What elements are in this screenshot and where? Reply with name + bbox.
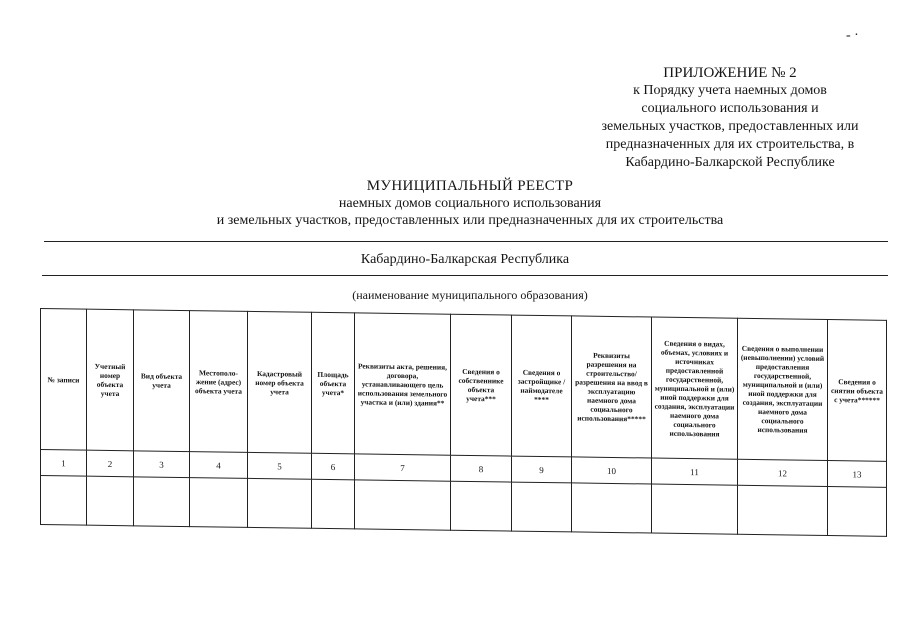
- column-number: 3: [134, 451, 190, 478]
- column-number: 4: [190, 452, 248, 479]
- registry-title: МУНИЦИПАЛЬНЫЙ РЕЕСТР: [366, 178, 574, 194]
- table-header-row: [41, 309, 887, 462]
- column-header: Сведения о собственнике объекта учета***: [451, 314, 512, 456]
- column-header: Кадастровый номер объекта учета: [248, 311, 312, 453]
- column-header: Сведения о выполнении (невыполнении) условий предоставления государственной, муниципальной и (или) иной поддержки для создания, эксплуатации наемного дома социального использования: [738, 318, 828, 460]
- table-cell: [355, 480, 451, 530]
- table-cell: [572, 483, 652, 533]
- column-header: Вид объекта учета: [134, 310, 190, 452]
- column-number: 9: [512, 456, 572, 483]
- registry-heading: [160, 178, 780, 229]
- appendix-line: к Порядку учета наемных домов: [633, 83, 827, 98]
- column-header: Реквизиты акта, решения, договора, устанавливающего цель использования земельного участка и (или) здания**: [355, 313, 451, 455]
- table-cell: [451, 481, 512, 531]
- column-header: Сведения о видах, объемах, условиях и источниках предоставленной государственной, муниципальной и (или) иной поддержки для создания, эксплуатации наемного дома социального использования: [652, 317, 738, 459]
- column-number: 1: [41, 450, 87, 477]
- column-number: 10: [572, 457, 652, 484]
- column-number: 7: [355, 454, 451, 481]
- column-header: № записи: [41, 309, 87, 451]
- column-number: 8: [451, 455, 512, 482]
- registry-subtitle-line: наемных домов социального использования: [338, 196, 602, 211]
- appendix-line: земельных участков, предоставленных или: [601, 119, 859, 134]
- municipality-underline: [42, 275, 888, 276]
- municipality-caption: (наименование муниципального образования): [352, 288, 588, 302]
- column-number: 11: [652, 458, 738, 485]
- column-header: Реквизиты разрешения на строительство/ разрешения на ввод в эксплуатацию наемного дома социального использования*****: [572, 316, 652, 458]
- table-cell: [134, 477, 190, 527]
- table-cell: [87, 476, 134, 526]
- table-cell: [190, 478, 248, 528]
- municipality-name: Кабардино-Балкарская Республика: [360, 252, 570, 267]
- table-cell: [41, 476, 87, 526]
- column-header: Учетный номер объекта учета: [87, 309, 134, 451]
- top-divider: [44, 241, 888, 242]
- registry-table: [40, 308, 887, 537]
- table-row: [41, 476, 887, 537]
- table-cell: [828, 486, 887, 536]
- appendix-block: [560, 64, 900, 172]
- column-header: Площадь объекта учета*: [312, 312, 355, 454]
- table-cell: [738, 485, 828, 535]
- table-cell: [652, 484, 738, 534]
- appendix-number: ПРИЛОЖЕНИЕ № 2: [663, 65, 797, 81]
- column-number: 12: [738, 459, 828, 486]
- column-number: 2: [87, 450, 134, 477]
- column-number: 6: [312, 453, 355, 480]
- corner-mark: - ·: [846, 28, 859, 43]
- table-cell: [512, 482, 572, 532]
- appendix-line: Кабардино-Балкарской Республике: [625, 155, 835, 170]
- column-header: Местополо-жение (адрес) объекта учета: [190, 311, 248, 453]
- column-number: 13: [828, 460, 887, 487]
- column-number: 5: [248, 452, 312, 479]
- column-header: Сведения о застройщике / наймодателе ****: [512, 315, 572, 457]
- appendix-line: социального использования и: [641, 101, 819, 116]
- table-cell: [248, 478, 312, 528]
- column-header: Сведения о снятии объекта с учета******: [828, 319, 887, 461]
- appendix-line: предназначенных для их строительства, в: [605, 137, 855, 152]
- table-cell: [312, 479, 355, 529]
- registry-subtitle-line: и земельных участков, предоставленных или предназначенных для их строительства: [216, 213, 724, 228]
